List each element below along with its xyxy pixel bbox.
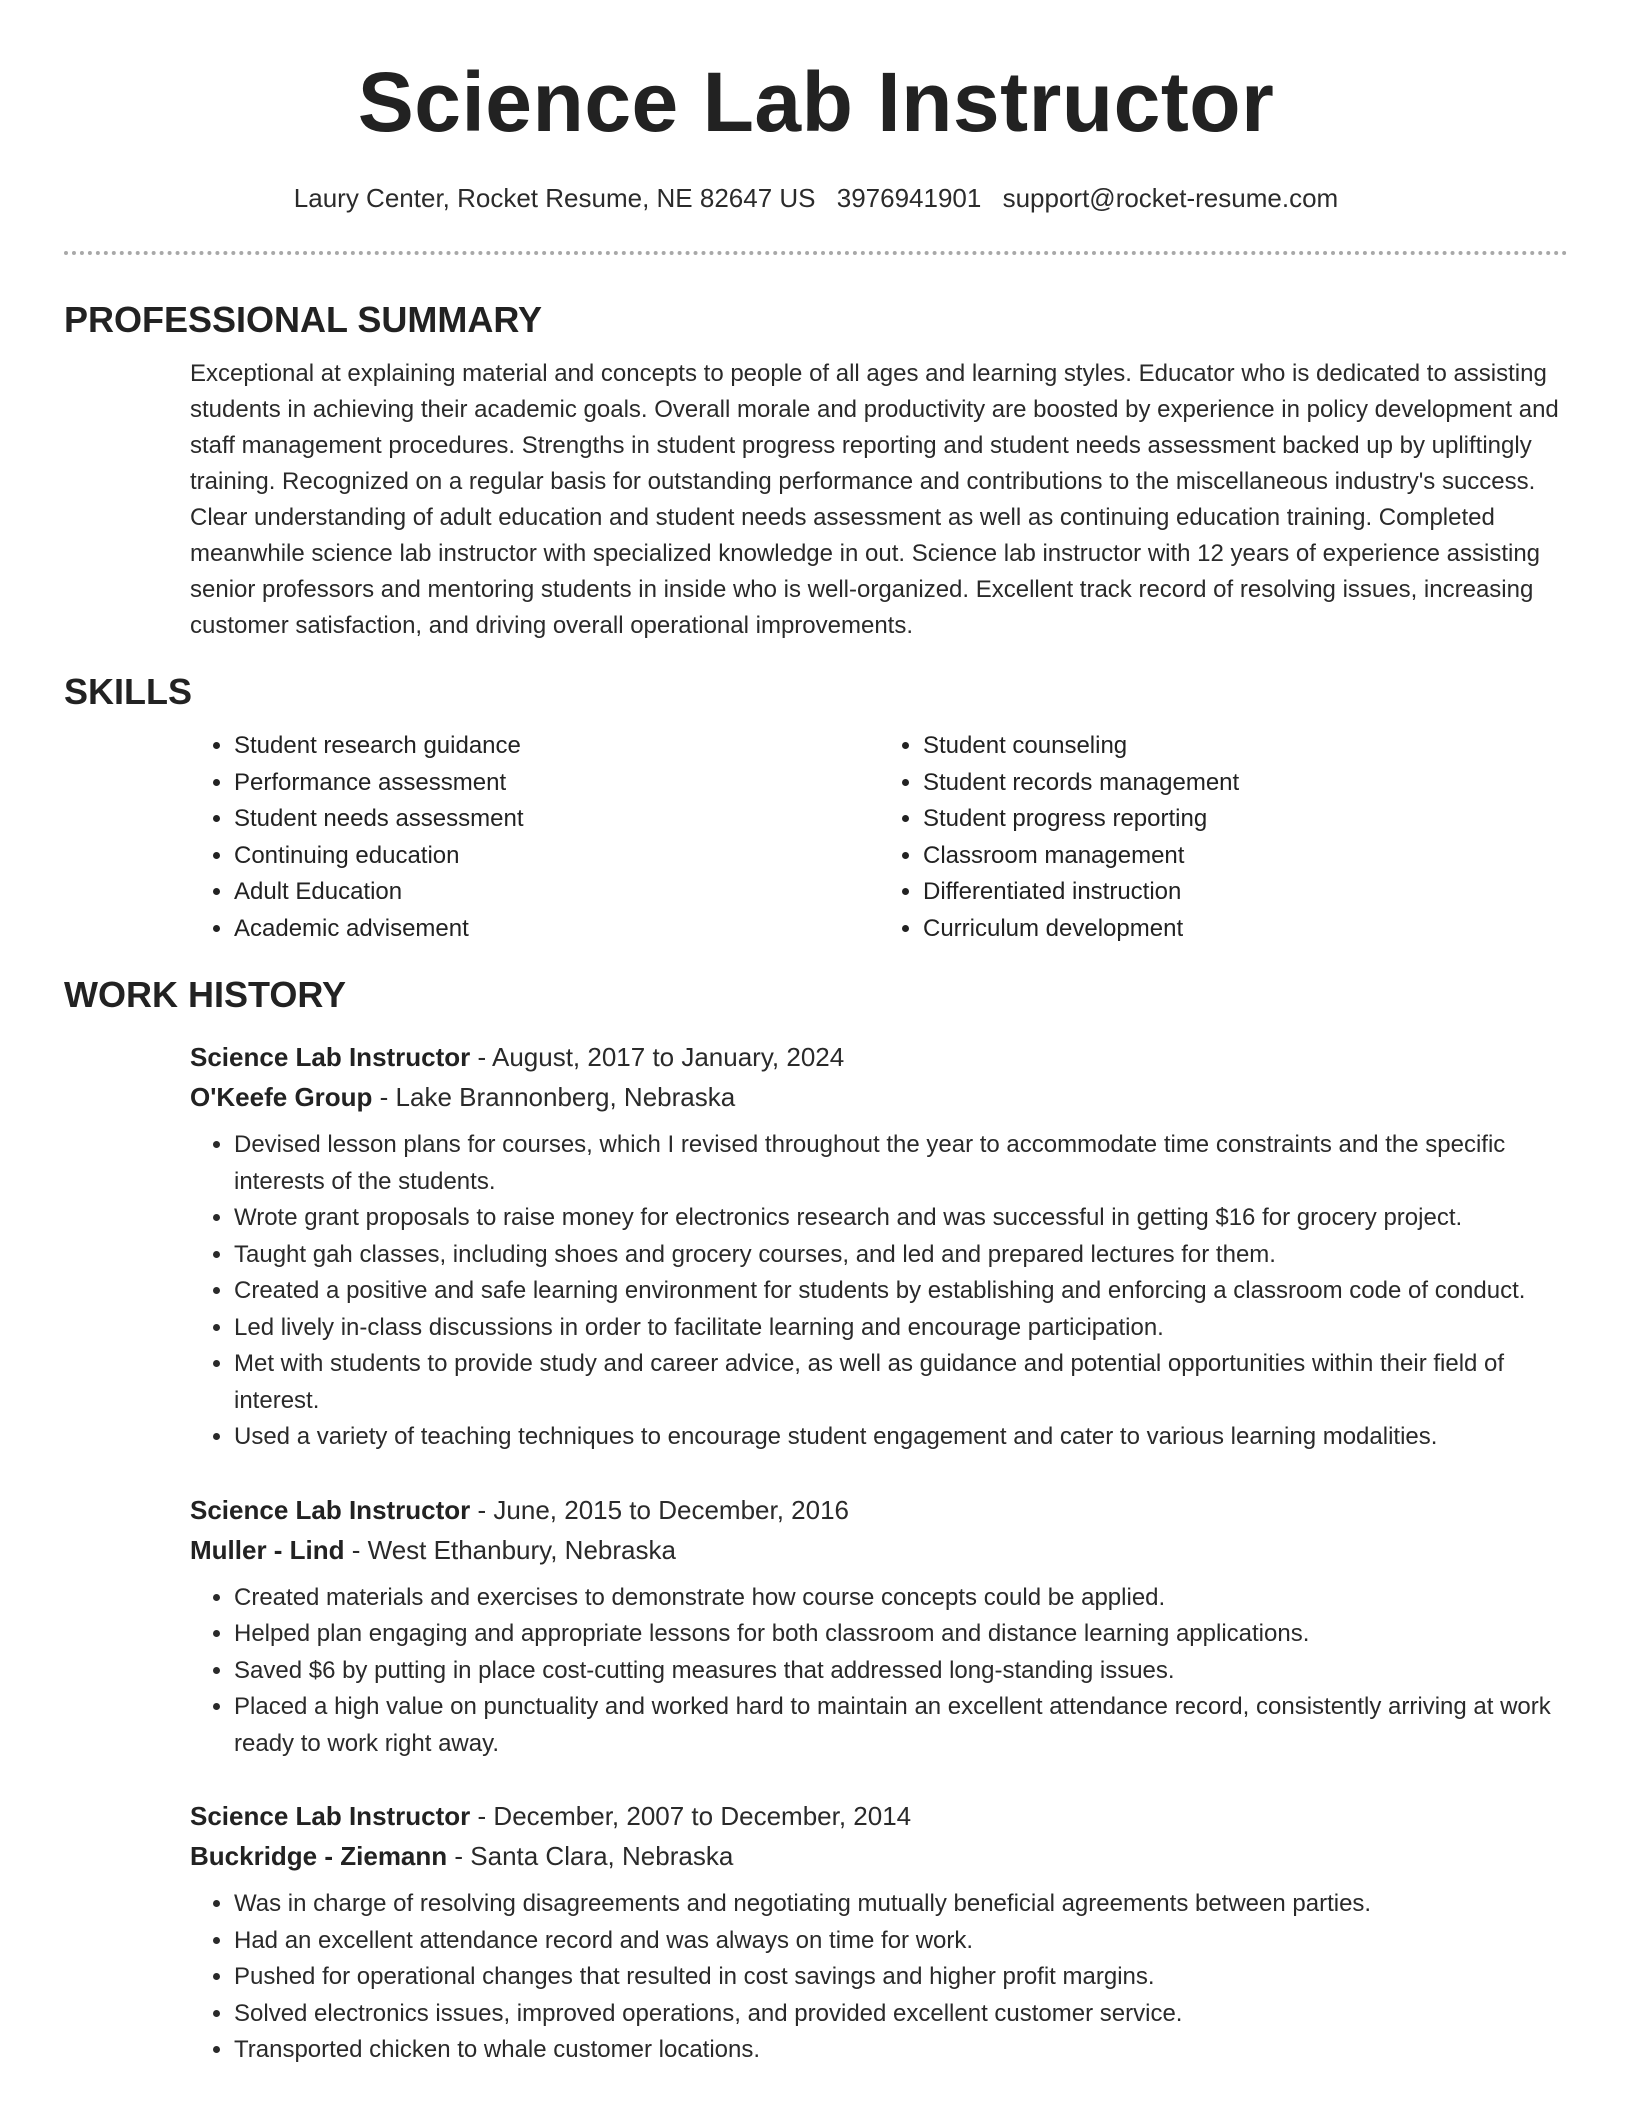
skill-item: • Student research guidance <box>234 728 879 765</box>
job-bullet: • Taught gah classes, including shoes and grocery courses, and led and prepared lectures for them. <box>234 1237 1568 1274</box>
job-bullet: • Led lively in-class discussions in order to facilitate learning and encourage participation. <box>234 1310 1568 1347</box>
contact-phone: 3976941901 <box>836 183 982 213</box>
skill-item: • Performance assessment <box>234 765 879 802</box>
job-bullet: • Was in charge of resolving disagreements and negotiating mutually beneficial agreements between parties. <box>234 1886 1568 1923</box>
job-bullet: • Created a positive and safe learning environment for students by establishing and enforcing a classroom code of conduct. <box>234 1273 1568 1310</box>
job-position: Science Lab Instructor <box>190 1494 471 1525</box>
work-history-heading: WORK HISTORY <box>64 974 347 1015</box>
job-bullet: • Created materials and exercises to demonstrate how course concepts could be applied. <box>234 1580 1568 1617</box>
job-bullet: • Wrote grant proposals to raise money for electronics research and was successful in getting $16 for grocery project. <box>234 1200 1568 1237</box>
job-entry <box>190 1796 1568 2069</box>
skill-item: • Student needs assessment <box>234 801 879 838</box>
job-bullets <box>190 1127 1568 1456</box>
job-position: Science Lab Instructor <box>190 1801 471 1831</box>
job-dates: - December, 2007 to December, 2014 <box>470 1801 912 1831</box>
skills-heading: SKILLS <box>64 671 193 712</box>
skills-column-right <box>879 728 1568 947</box>
job-location: - West Ethanbury, Nebraska <box>344 1534 676 1565</box>
contact-email: support@rocket-resume.com <box>1002 183 1339 213</box>
job-bullet: • Helped plan engaging and appropriate lessons for both classroom and distance learning applications. <box>234 1616 1568 1653</box>
summary-heading: PROFESSIONAL SUMMARY <box>64 299 543 340</box>
skill-item: • Differentiated instruction <box>923 874 1568 911</box>
job-bullet: • Devised lesson plans for courses, which I revised throughout the year to accommodate time constraints and the specific interests of the students. <box>234 1127 1568 1200</box>
job-dates: - August, 2017 to January, 2024 <box>470 1042 845 1072</box>
skill-item: • Classroom management <box>923 838 1568 875</box>
job-entry <box>190 1037 1568 1456</box>
job-bullet: • Pushed for operational changes that resulted in cost savings and higher profit margins. <box>234 1959 1568 1996</box>
job-company-line <box>190 1077 1568 1117</box>
job-position: Science Lab Instructor <box>190 1042 471 1072</box>
job-bullet: • Solved electronics issues, improved operations, and provided excellent customer service. <box>234 1996 1568 2033</box>
job-company: Buckridge - Ziemann <box>190 1841 448 1871</box>
skill-item: • Academic advisement <box>234 911 879 948</box>
job-dates: - June, 2015 to December, 2016 <box>470 1494 850 1525</box>
skill-item: • Student progress reporting <box>923 801 1568 838</box>
job-bullet: • Met with students to provide study and career advice, as well as guidance and potential opportunities within their field of interest. <box>234 1346 1568 1419</box>
job-bullet: • Placed a high value on punctuality and worked hard to maintain an excellent attendance record, consistently arriving at work ready to work right away. <box>234 1689 1568 1762</box>
resume-name: Science Lab Instructor <box>357 55 1275 149</box>
job-title-line <box>190 1037 1568 1077</box>
contact-address: Laury Center, Rocket Resume, NE 82647 US <box>293 183 816 213</box>
job-bullets <box>190 1886 1568 2069</box>
job-location: - Lake Brannonberg, Nebraska <box>372 1082 736 1112</box>
header-divider <box>64 251 1568 255</box>
job-location: - Santa Clara, Nebraska <box>447 1841 734 1871</box>
job-company-line <box>190 1530 1568 1570</box>
skill-item: • Continuing education <box>234 838 879 875</box>
job-company-line <box>190 1836 1568 1876</box>
skill-item: • Student records management <box>923 765 1568 802</box>
job-title-line <box>190 1490 1568 1530</box>
skill-item: • Student counseling <box>923 728 1568 765</box>
job-title-line <box>190 1796 1568 1836</box>
skill-item: • Curriculum development <box>923 911 1568 948</box>
job-entry <box>190 1490 1568 1763</box>
job-company: Muller - Lind <box>190 1534 345 1565</box>
job-company: O'Keefe Group <box>190 1082 373 1112</box>
job-bullets <box>190 1580 1568 1763</box>
resume-content <box>0 296 1632 2069</box>
skills-column-left <box>190 728 879 947</box>
job-bullet: • Used a variety of teaching techniques to encourage student engagement and cater to various learning modalities. <box>234 1419 1568 1456</box>
contact-line <box>0 180 1632 216</box>
job-bullet: • Had an excellent attendance record and was always on time for work. <box>234 1923 1568 1960</box>
skills-list <box>190 728 1568 947</box>
job-bullet: • Saved $6 by putting in place cost-cutting measures that addressed long-standing issues. <box>234 1653 1568 1690</box>
job-bullet: • Transported chicken to whale customer locations. <box>234 2032 1568 2069</box>
skill-item: • Adult Education <box>234 874 879 911</box>
summary-text: Exceptional at explaining material and concepts to people of all ages and learning styles. Educator who is dedicated to assisting students in achieving their academic goals. Overall morale and productivity are boosted by experience in policy development and staff management procedures. Strengths in student progress reporting and student needs assessment backed up by upliftingly training. Recognized on a regular basis for outstanding performance and contributions to the miscellaneous industry's success. Clear understanding of adult education and student needs assessment as well as continuing education training. Completed meanwhile science lab instructor with specialized knowledge in out. Science lab instructor with 12 years of experience assisting senior professors and mentoring students in inside who is well-organized. Excellent track record of resolving issues, increasing customer satisfaction, and driving overall operational improvements. <box>190 360 1559 639</box>
